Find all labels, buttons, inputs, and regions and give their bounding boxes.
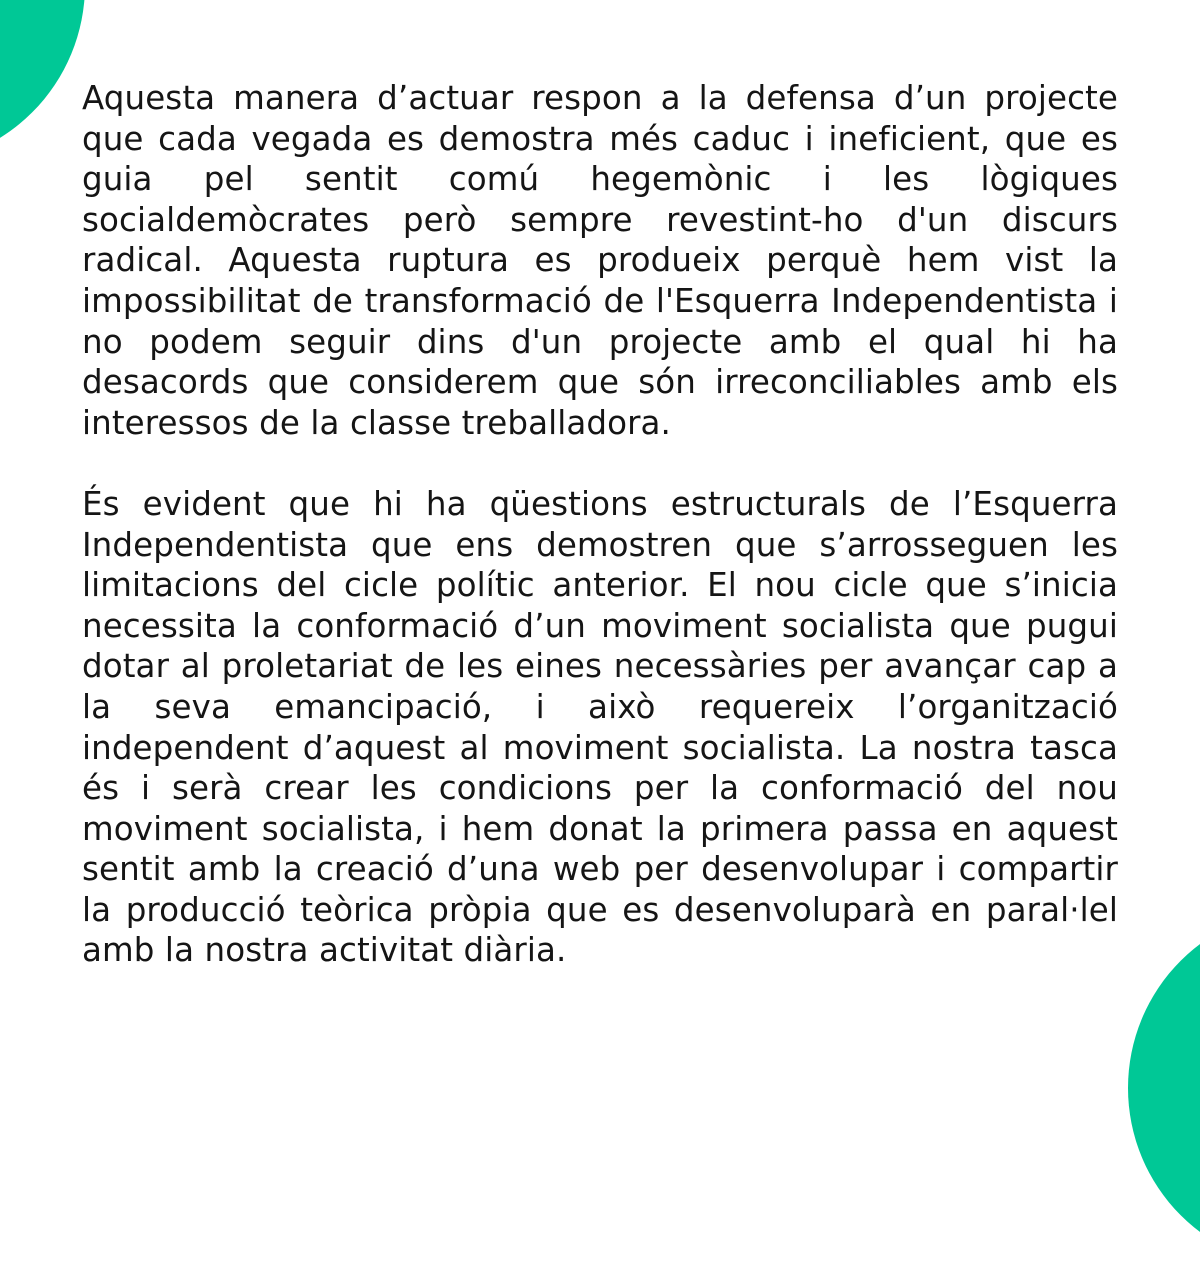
- statement-text: [82, 78, 1118, 971]
- corner-decoration-top-left: [0, 0, 85, 165]
- paragraph-1: Aquesta manera d’actuar respon a la defensa d’un projecte que cada vegada es demostra més caduc i ineficient, que es guia pel sentit comú hegemònic i les lògiques socialdemòcrates però sempre revestint-ho d'un discurs radical. Aquesta ruptura es produeix perquè hem vist la impossibilitat de transformació de l'Esquerra Independentista i no podem seguir dins d'un projecte amb el qual hi ha desacords que considerem que són irreconciliables amb els interessos de la classe treballadora.: [82, 79, 1118, 442]
- corner-decoration-bottom-right: [1128, 908, 1200, 1268]
- paragraph-2: És evident que hi ha qüestions estructurals de l’Esquerra Independentista que ens demostren que s’arrosseguen les limitacions del cicle polític anterior. El nou cicle que s’inicia necessita la conformació d’un moviment socialista que pugui dotar al proletariat de les eines necessàries per avançar cap a la seva emancipació, i això requereix l’organització independent d’aquest al moviment socialista. La nostra tasca és i serà crear les condicions per la conformació del nou moviment socialista, i hem donat la primera passa en aquest sentit amb la creació d’una web per desenvolupar i compartir la producció teòrica pròpia que es desenvoluparà en paral·lel amb la nostra activitat diària.: [82, 484, 1118, 970]
